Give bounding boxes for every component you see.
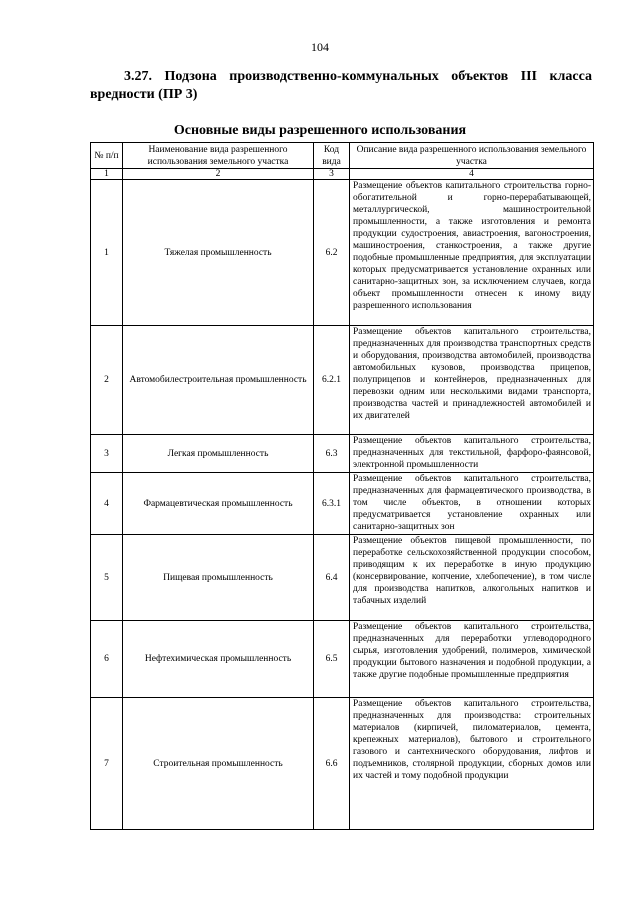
- use-code: 6.2.1: [314, 326, 350, 435]
- use-description: Размещение объектов капитального строительства, предназначенных для переработки углеводородного сырья, изготовления удобрений, полимеров, химической продукции бытового назначения и подобной продукции, а также другие подобные промышленные предприятия: [350, 621, 594, 698]
- row-number: 6: [91, 621, 123, 698]
- use-description: Размещение объектов капитального строительства, предназначенных для текстильной, фарфоро-фаянсовой, электронной промышленности: [350, 435, 594, 473]
- use-name: Нефтехимическая промышленность: [123, 621, 314, 698]
- row-number: 2: [91, 326, 123, 435]
- use-name: Строительная промышленность: [123, 698, 314, 830]
- header-description: Описание вида разрешенного использования земельного участка: [350, 143, 594, 169]
- use-name: Пищевая промышленность: [123, 535, 314, 621]
- use-code: 6.6: [314, 698, 350, 830]
- permitted-uses-table: [90, 142, 594, 830]
- use-code: 6.2: [314, 180, 350, 326]
- table-row: [91, 326, 594, 435]
- header-use-name: Наименование вида разрешенного использования земельного участка: [123, 143, 314, 169]
- use-name: Автомобилестроительная промышленность: [123, 326, 314, 435]
- header-code: Код вида: [314, 143, 350, 169]
- use-name: Тяжелая промышленность: [123, 180, 314, 326]
- table-row: [91, 473, 594, 535]
- table-header-row: [91, 143, 594, 169]
- column-number: 1: [91, 169, 123, 180]
- use-description: Размещение объектов капитального строительства, предназначенных для производства: строительных материалов (кирпичей, пиломатериалов, цемента, крепежных материалов), бытового и строительного газового и сантехнического оборудования, лифтов и подъемников, столярной продукции, сборных домов или их частей и тому подобной продукции: [350, 698, 594, 830]
- use-name: Легкая промышленность: [123, 435, 314, 473]
- table-title: Основные виды разрешенного использования: [173, 123, 467, 138]
- use-description: Размещение объектов капитального строительства, предназначенных для производства транспортных средств и оборудования, производства автомобилей, производства автомобильных кузовов, производства прицепов, полуприцепов и контейнеров, предназначенных для перевозки одним или несколькими видами транспорта, производства частей и принадлежностей автомобилей и их двигателей: [350, 326, 594, 435]
- table-row: [91, 698, 594, 830]
- use-code: 6.4: [314, 535, 350, 621]
- column-number-row: [91, 169, 594, 180]
- row-number: 7: [91, 698, 123, 830]
- page-number: 104: [311, 40, 329, 54]
- use-name: Фармацевтическая промышленность: [123, 473, 314, 535]
- row-number: 5: [91, 535, 123, 621]
- use-code: 6.3: [314, 435, 350, 473]
- use-description: Размещение объектов капитального строительства горно-обогатительной и горно-перерабатывающей, металлургической, машиностроительной промышленности, а также изготовления и ремонта продукции судостроения, авиастроения, вагоностроения, машиностроения, станкостроения, а также другие подобные промышленные предприятия, для эксплуатации которых предусматривается установление охранных или санитарно-защитных зон, за исключением случаев, когда объект промышленности отнесен к иному виду разрешенного использования: [350, 180, 594, 326]
- use-code: 6.5: [314, 621, 350, 698]
- table-row: [91, 435, 594, 473]
- column-number: 4: [350, 169, 594, 180]
- row-number: 3: [91, 435, 123, 473]
- row-number: 4: [91, 473, 123, 535]
- table-row: [91, 180, 594, 326]
- column-number: 3: [314, 169, 350, 180]
- table-row: [91, 621, 594, 698]
- column-number: 2: [123, 169, 314, 180]
- use-code: 6.3.1: [314, 473, 350, 535]
- use-description: Размещение объектов пищевой промышленности, по переработке сельскохозяйственной продукции способом, приводящим к их переработке в иную продукцию (консервирование, копчение, хлебопечение), в том числе для производства напитков, алкогольных напитков и табачных изделий: [350, 535, 594, 621]
- section-heading: 3.27. Подзона производственно-коммунальных объектов III класса вредности (ПР 3): [90, 69, 592, 102]
- table-row: [91, 535, 594, 621]
- header-number: № п/п: [91, 143, 123, 169]
- row-number: 1: [91, 180, 123, 326]
- use-description: Размещение объектов капитального строительства, предназначенных для фармацевтического производства, в том числе объектов, в отношении которых предусматривается установление охранных или санитарно-защитных зон: [350, 473, 594, 535]
